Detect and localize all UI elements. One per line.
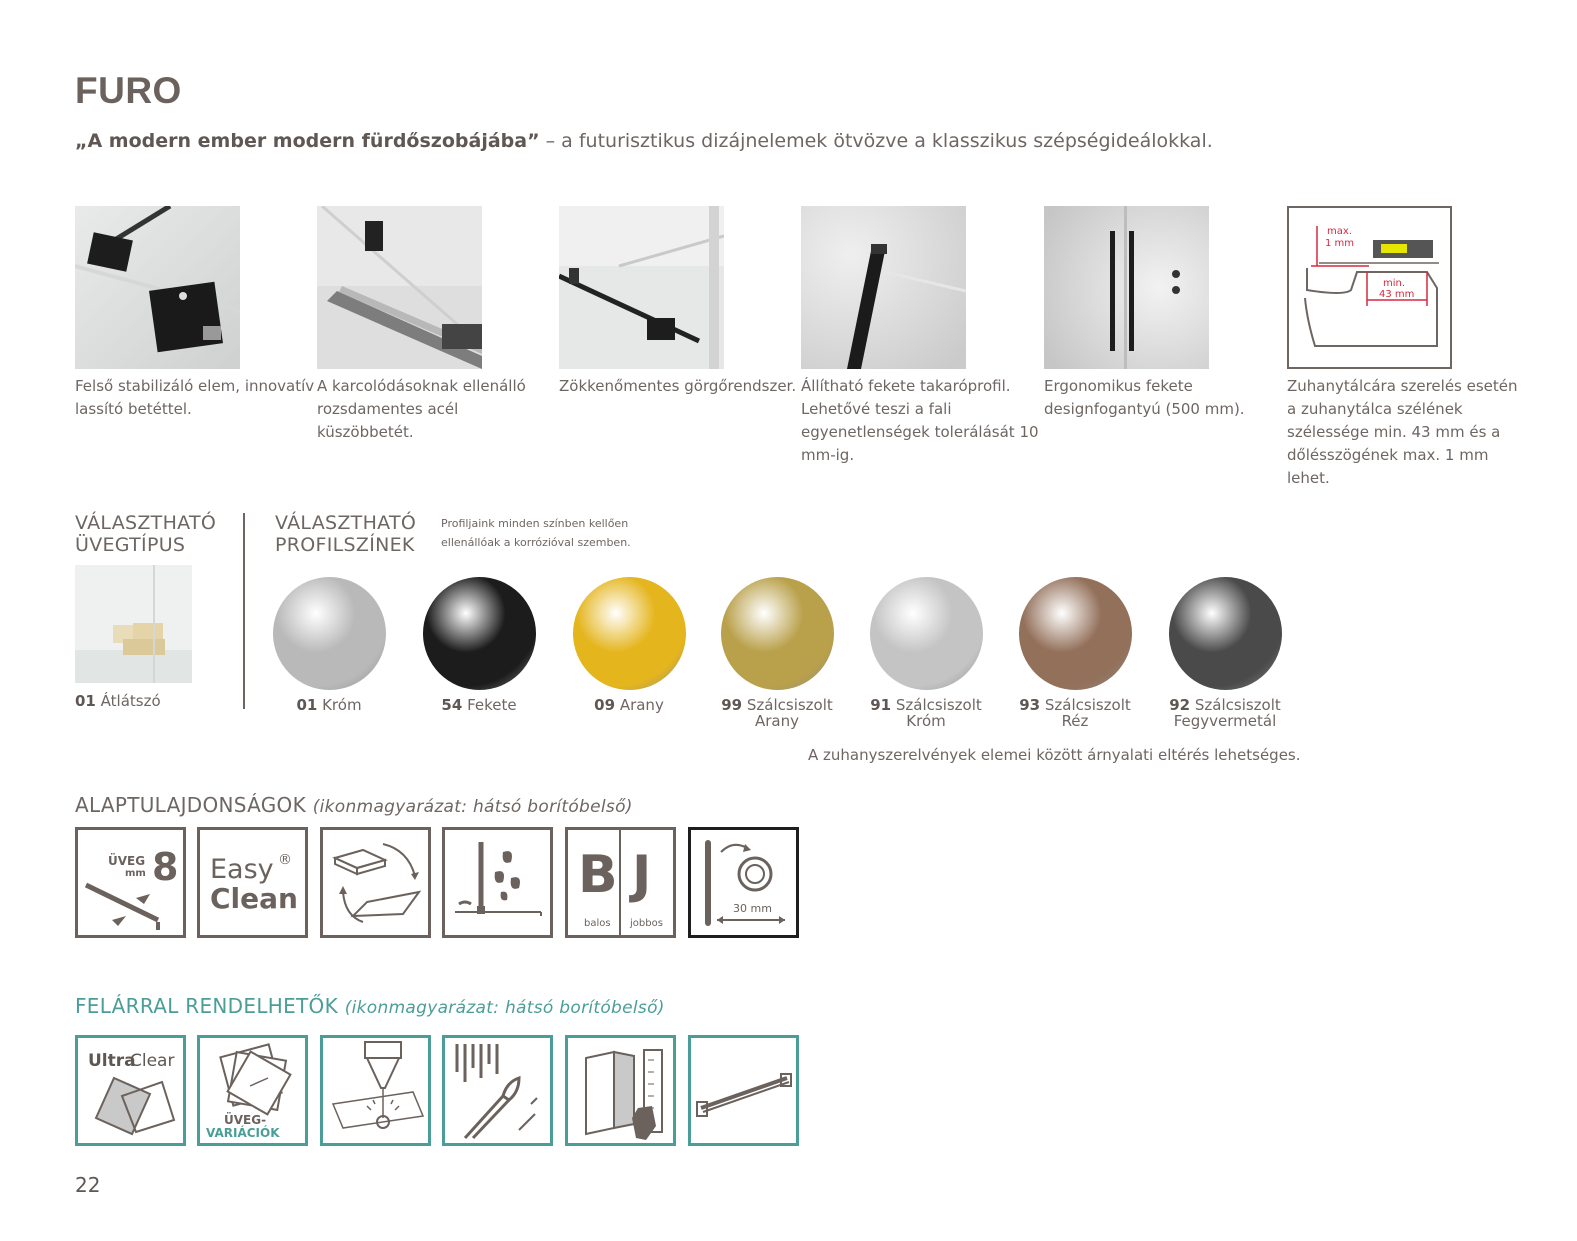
color-swatch [870, 577, 983, 690]
feature-tray-mounting [1287, 206, 1527, 490]
feature-caption: A karcolódásoknak ellenálló rozsdamentes acél küszöbbetét. [317, 377, 526, 441]
adjustment-30mm-icon [688, 827, 799, 938]
color-name: Fekete [467, 696, 517, 714]
svg-text:ÜVEG: ÜVEG [108, 854, 146, 868]
rollers-photo [559, 206, 724, 369]
color-name-line2: Fegyvermetál [1173, 712, 1277, 730]
color-code: 54 [441, 696, 463, 714]
feature-rollers [559, 206, 799, 398]
color-code: 09 [594, 696, 616, 714]
color-label [1000, 697, 1150, 729]
subtitle-rest: – a futurisztikus dizájnelemek ötvözve a klasszikus szépségideálokkal. [545, 130, 1213, 152]
feature-caption: Állítható fekete takaróprofil. Lehetővé teszi a fali egyenetlenségek tolerálását 10 mm-ig. [801, 377, 1039, 464]
glass-8mm-icon [75, 827, 186, 938]
handle-photo [1044, 206, 1209, 369]
color-code: 91 [870, 696, 892, 714]
feature-handle [1044, 206, 1284, 421]
svg-text:30 mm: 30 mm [733, 902, 772, 915]
feature-caption: Ergonomikus fekete designfogantyú (500 mm). [1044, 377, 1245, 418]
color-swatch [573, 577, 686, 690]
feature-caption: Zökkenőmentes görgőrendszer. [559, 377, 797, 395]
color-swatch [1019, 577, 1132, 690]
color-label [404, 697, 554, 713]
feature-caption: Zuhanytálcára szerelés esetén a zuhanytálca szélének szélessége min. 43 mm és a dőlésszögének max. 1 mm lehet. [1287, 377, 1518, 487]
svg-text:mm: mm [125, 868, 146, 879]
color-label [1150, 697, 1300, 729]
color-name: Arany [619, 696, 664, 714]
subtitle [75, 130, 1213, 152]
color-name: Szálcsiszolt [1194, 696, 1281, 714]
svg-text:Clean: Clean [210, 882, 298, 915]
cover-profile-photo [801, 206, 966, 369]
diagram-max-label: max. [1327, 226, 1352, 237]
shade-note: A zuhanyszerelvények elemei között árnyalati eltérés lehetséges. [808, 746, 1301, 764]
glass-variations-icon [197, 1035, 308, 1146]
subtitle-quote: „A modern ember modern fürdőszobájába” [75, 130, 540, 152]
extra-options-heading: FELÁRRAL RENDELHETŐK (ikonmagyarázat: hátsó borítóbelső) [75, 994, 665, 1018]
feature-stabilizer [75, 206, 315, 421]
easy-clean-icon [197, 827, 308, 938]
color-code: 01 [296, 696, 318, 714]
color-label [851, 697, 1001, 729]
svg-text:Easy: Easy [210, 854, 274, 885]
svg-text:Ultra: Ultra [88, 1051, 136, 1071]
glass-section-heading: VÁLASZTHATÓ ÜVEGTÍPUS [75, 512, 217, 556]
color-code: 99 [721, 696, 743, 714]
color-label [702, 697, 852, 729]
color-label [554, 697, 704, 713]
color-name-line2: Króm [906, 712, 946, 730]
color-name-line2: Arany [754, 712, 799, 730]
feature-threshold [317, 206, 557, 444]
laser-engraving-icon [320, 1035, 431, 1146]
svg-text:jobbos: jobbos [630, 918, 663, 929]
custom-size-icon [565, 1035, 676, 1146]
svg-text:Clear: Clear [130, 1051, 175, 1071]
color-name-line2: Réz [1061, 712, 1089, 730]
feature-caption: Felső stabilizáló elem, innovatív lassító betéttel. [75, 377, 315, 418]
color-name: Szálcsiszolt [1044, 696, 1131, 714]
section-divider [243, 513, 245, 709]
reversible-mounting-icon [320, 827, 431, 938]
diagram-min-label: min. [1383, 278, 1406, 289]
left-right-icon [565, 827, 676, 938]
towel-bar-icon [688, 1035, 799, 1146]
color-name: Szálcsiszolt [895, 696, 982, 714]
threshold-photo [317, 206, 482, 369]
ultraclear-icon [75, 1035, 186, 1146]
svg-text:8: 8 [152, 845, 179, 889]
color-swatch [273, 577, 386, 690]
svg-text:balos: balos [584, 918, 611, 929]
page-title: FURO [75, 70, 182, 111]
page-number: 22 [75, 1173, 101, 1197]
feature-cover-profile [801, 206, 1041, 467]
svg-text:®: ® [278, 852, 292, 868]
svg-text:VARIÁCIÓK: VARIÁCIÓK [206, 1126, 280, 1140]
corrosion-note: Profiljaink minden színben kellően ellenállóak a korrózióval szemben. [441, 517, 631, 549]
color-name: Króm [322, 696, 362, 714]
profile-section-heading: VÁLASZTHATÓ PROFILSZÍNEK [275, 512, 417, 556]
color-swatch [1169, 577, 1282, 690]
color-code: 93 [1019, 696, 1041, 714]
color-swatch [721, 577, 834, 690]
custom-paint-icon [442, 1035, 553, 1146]
basic-properties-heading: ALAPTULAJDONSÁGOK (ikonmagyarázat: hátsó borítóbelső) [75, 793, 633, 817]
glass-type-label: 01 Átlátszó [75, 692, 161, 710]
color-label [254, 697, 404, 713]
diagram-max-value: 1 mm [1325, 238, 1355, 249]
svg-text:B: B [578, 845, 618, 905]
color-swatch [423, 577, 536, 690]
svg-text:ÜVEG-: ÜVEG- [224, 1113, 267, 1127]
color-name: Szálcsiszolt [746, 696, 833, 714]
glass-sample-photo [75, 565, 192, 683]
svg-text:J: J [632, 845, 652, 905]
diagram-min-value: 43 mm [1379, 289, 1415, 300]
tray-mounting-diagram [1287, 206, 1452, 369]
color-code: 92 [1169, 696, 1191, 714]
stabilizer-photo [75, 206, 240, 369]
water-drip-icon [442, 827, 553, 938]
